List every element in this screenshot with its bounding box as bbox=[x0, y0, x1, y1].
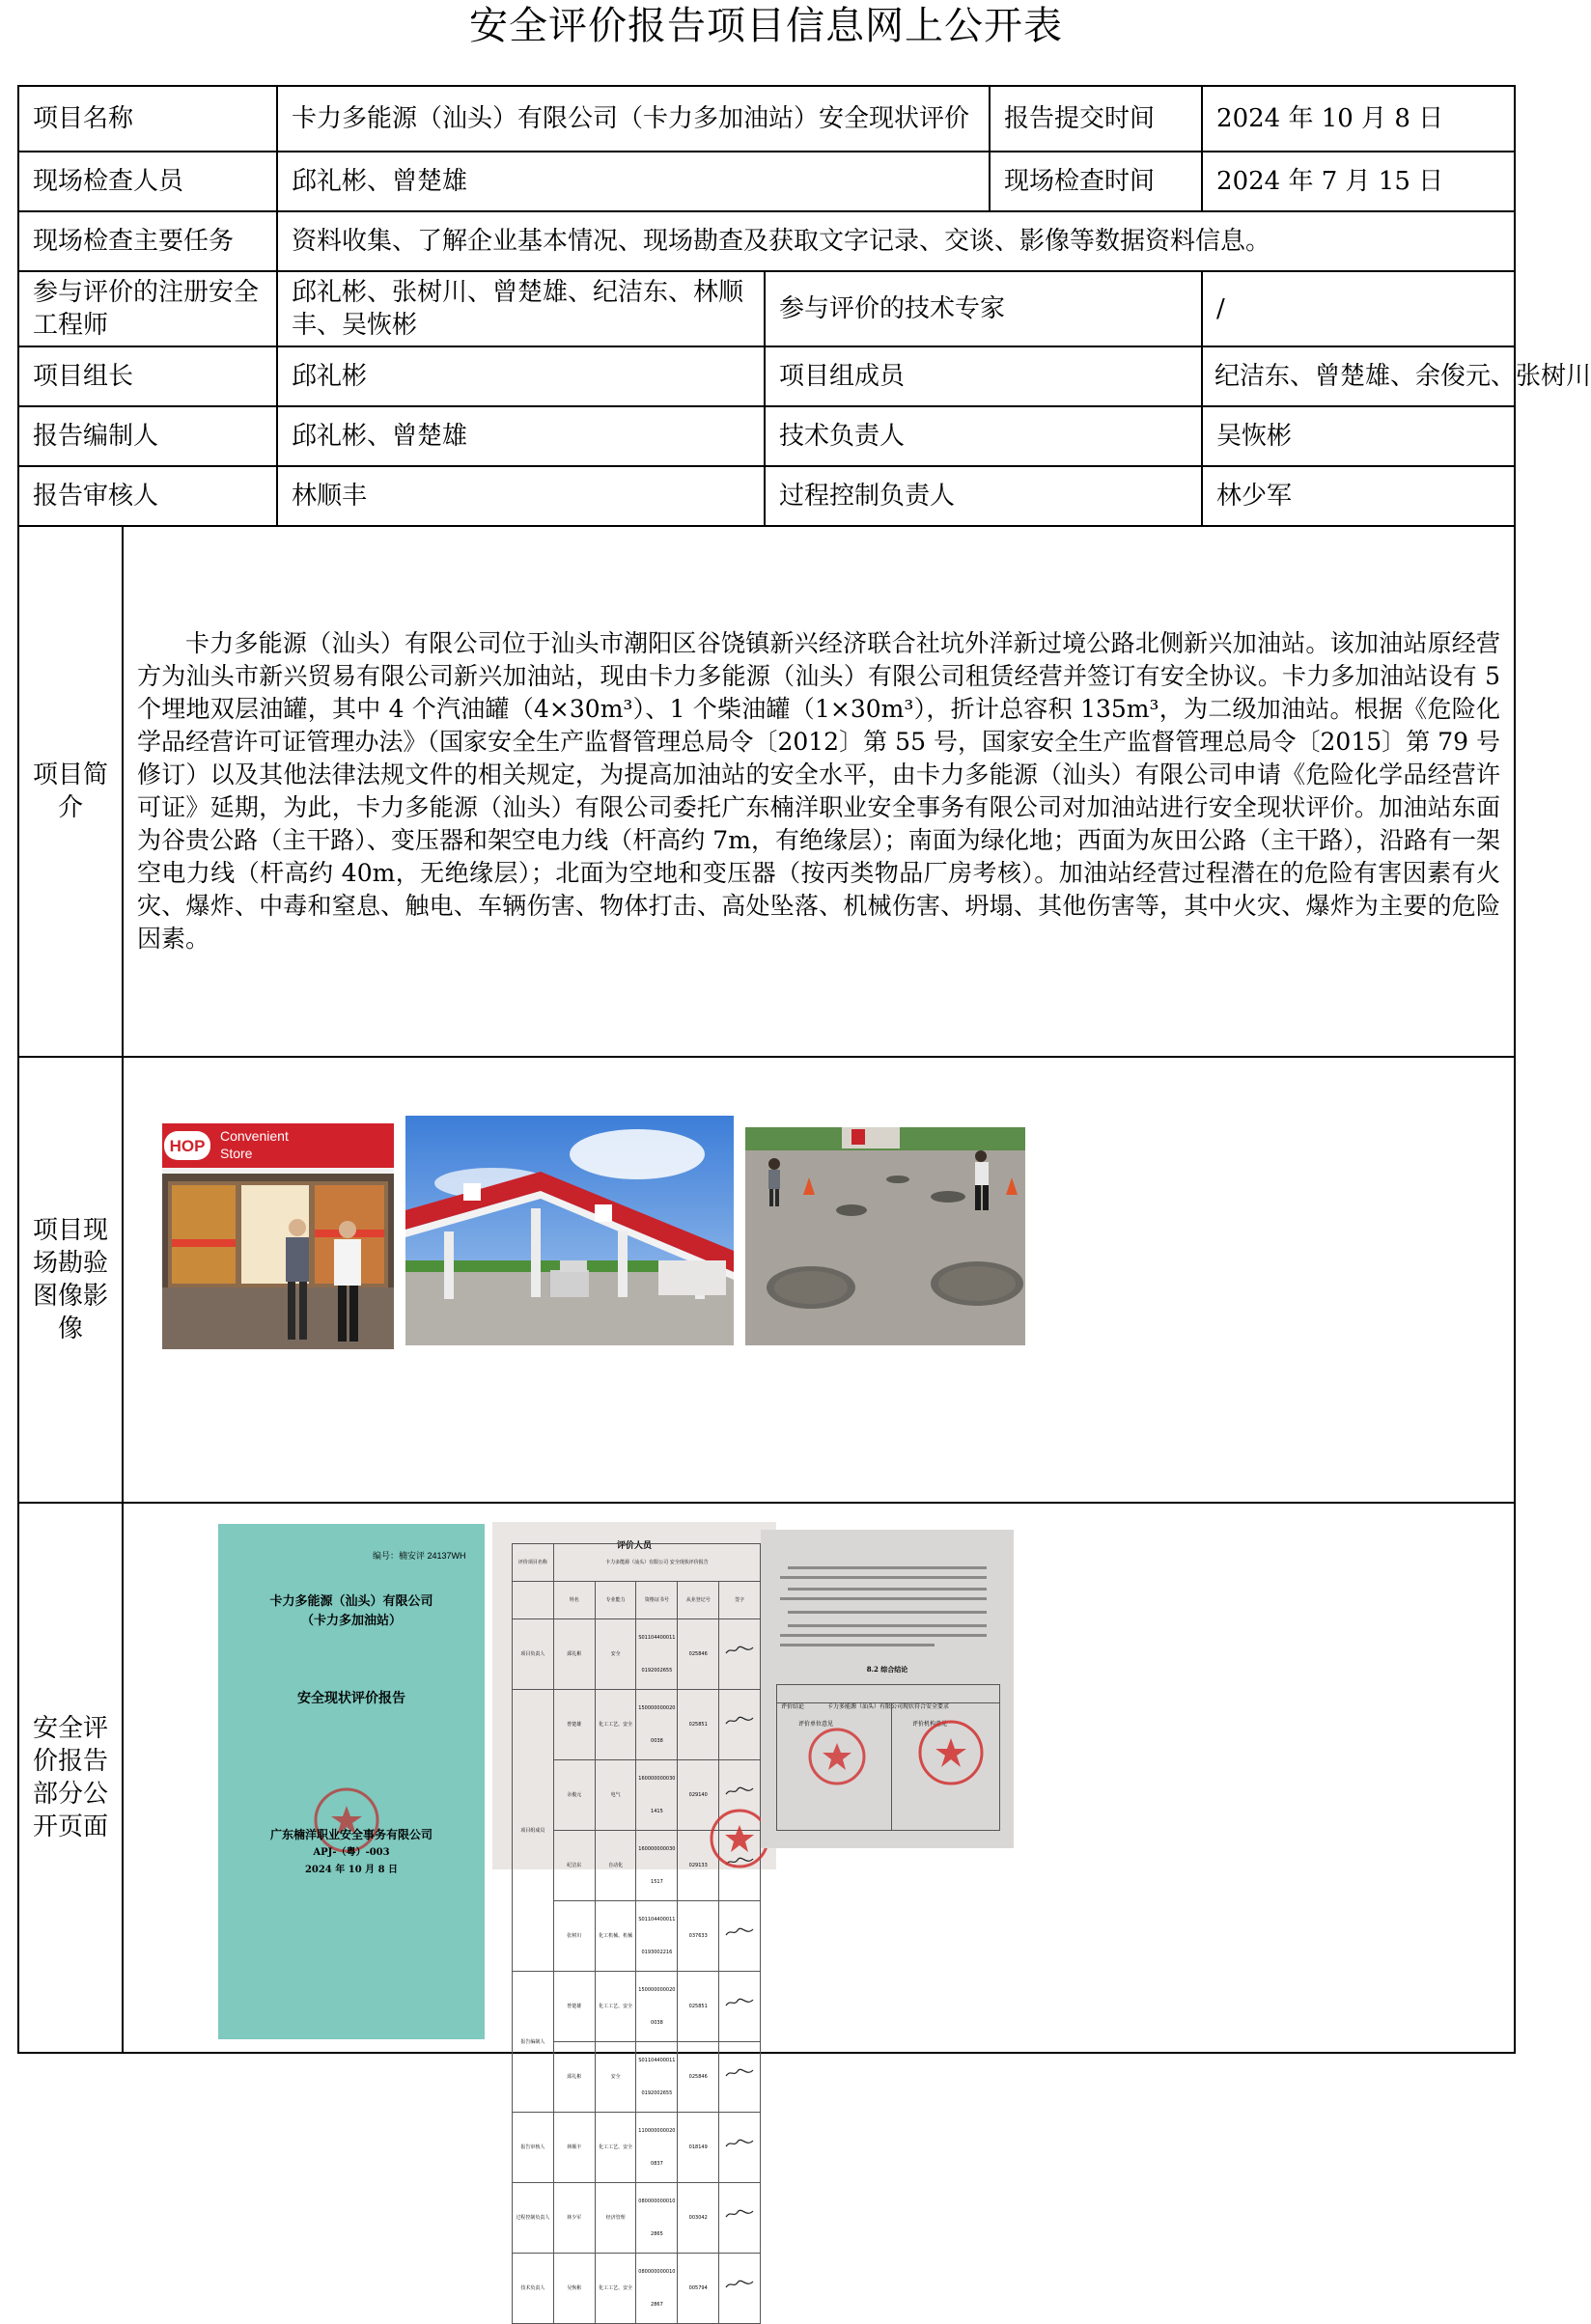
signature-icon bbox=[719, 2113, 761, 2183]
row-report-pages bbox=[18, 1503, 1515, 2053]
staff-cell: 025851 bbox=[678, 1972, 719, 2042]
staff-cell: 1600000000301517 bbox=[636, 1831, 678, 1901]
staff-cell: 化工机械、机械 bbox=[595, 1901, 636, 1972]
staff-cell: 从业登记号 bbox=[678, 1582, 719, 1619]
staff-cell: 林少军 bbox=[553, 2183, 595, 2254]
staff-cell: 025846 bbox=[678, 2042, 719, 2113]
members-value: 纪洁东、曾楚雄、余俊元、张树川 bbox=[1202, 346, 1515, 406]
inspectors-label: 现场检查人员 bbox=[18, 152, 277, 211]
staff-mini-table bbox=[512, 1543, 761, 2324]
experts-label: 参与评价的技术专家 bbox=[765, 271, 1202, 346]
row-site-photos bbox=[18, 1057, 1515, 1503]
cover-issuer: 广东楠洋职业安全事务有限公司 bbox=[269, 1828, 433, 1841]
staff-cell: 余俊元 bbox=[553, 1760, 595, 1831]
cover-code: 编号：楠安评 24137WH bbox=[373, 1551, 466, 1561]
intro-text: 卡力多能源（汕头）有限公司位于汕头市潮阳区谷饶镇新兴经济联合社坑外洋新过境公路北侧新兴加油站。该加油站原经营方为汕头市新兴贸易有限公司新兴加油站，现由卡力多能源（汕头）有限公司租赁经营并签订有安全协议。卡力多加油站设有 5 个埋地双层油罐，其中 4 个汽油罐（4×30m³）、1 个柴油罐（1×30m³），折计总容积 135m³，为二级加油站。根据《危险化学品经营许可证管理办法》（国家安全生产监督管理总局令〔2012〕第 55 号，国家安全生产监督管理总局令〔2015〕第 79 号修订）以及其他法律法规文件的相关规定，为提高加油站的安全水平，由卡力多能源（汕头）有限公司申请《危险化学品经营许可证》延期，为此，卡力多能源（汕头）有限公司委托广东楠洋职业安全事务有限公司对加油站进行安全现状评价。加油站东面为谷贵公路（主干路）、变压器和架空电力线（杆高约 7m，有绝缘层）；南面为绿化地；西面为灰田公路（主干路），沿路有一架空电力线（杆高约 40m，无绝缘层）；北面为空地和变压器（按丙类物品厂房考核）。加油站经营过程潜在的危险有害因素有火灾、爆炸、中毒和窒息、触电、车辆伤害、物体打击、高处坠落、机械伤害、坍塌、其他伤害等，其中火灾、爆炸为主要的危险因素。 bbox=[123, 526, 1515, 1057]
staff-cell: 资格证书号 bbox=[636, 1582, 678, 1619]
report-cover bbox=[218, 1524, 485, 2039]
engineers-value: 邱礼彬、张树川、曾楚雄、纪洁东、林顺丰、吴恢彬 bbox=[277, 271, 765, 346]
project-name-label: 项目名称 bbox=[18, 86, 277, 152]
intro-label: 项目简介 bbox=[18, 526, 123, 1057]
experts-value: / bbox=[1202, 271, 1515, 346]
opinion-right: 评价机构意见 bbox=[912, 1721, 948, 1728]
tech-lead-value: 吴恢彬 bbox=[1202, 406, 1515, 466]
store-illustration bbox=[162, 1123, 394, 1349]
cover-cert: APJ-（粤）-003 bbox=[313, 1847, 390, 1858]
staff-row bbox=[513, 1972, 761, 2042]
process-lead-value: 林少军 bbox=[1202, 466, 1515, 526]
staff-row bbox=[513, 2113, 761, 2183]
staff-cell: 纪洁东 bbox=[553, 1831, 595, 1901]
store-logo-text: HOP bbox=[169, 1137, 206, 1155]
inspect-time-label: 现场检查时间 bbox=[990, 152, 1202, 211]
report-conclusion-page bbox=[761, 1530, 1014, 1848]
cover-report-title: 安全现状评价报告 bbox=[297, 1691, 405, 1706]
staff-cell: 025851 bbox=[678, 1690, 719, 1760]
staff-row bbox=[513, 1690, 761, 1760]
reviewer-label: 报告审核人 bbox=[18, 466, 277, 526]
staff-cell: 林顺丰 bbox=[553, 2113, 595, 2183]
staff-cell: 029140 bbox=[678, 1760, 719, 1831]
staff-cell: 电气 bbox=[595, 1760, 636, 1831]
process-lead-label: 过程控制负责人 bbox=[765, 466, 1202, 526]
report-pages-strip bbox=[124, 1505, 1514, 2308]
staff-table bbox=[512, 1543, 761, 2324]
conclusion-label: 评价结论 bbox=[781, 1703, 805, 1710]
staff-cell: 报告审核人 bbox=[513, 2113, 554, 2183]
main-tasks-label: 现场检查主要任务 bbox=[18, 211, 277, 271]
row-reviewer bbox=[18, 466, 1515, 526]
editor-label: 报告编制人 bbox=[18, 406, 277, 466]
staff-cell: 曾楚雄 bbox=[553, 1690, 595, 1760]
staff-cell: 安全 bbox=[595, 2042, 636, 2113]
staff-cell: 项目组成员 bbox=[513, 1690, 554, 1972]
canopy-photo bbox=[405, 1116, 734, 1345]
row-inspectors bbox=[18, 152, 1515, 211]
members-label: 项目组成员 bbox=[765, 346, 1202, 406]
row-leader bbox=[18, 346, 1515, 406]
staff-cell: 1100000000200837 bbox=[636, 2113, 678, 2183]
opinion-left: 评价单位意见 bbox=[798, 1721, 834, 1728]
staff-cell: 专业能力 bbox=[595, 1582, 636, 1619]
staff-cell: 化工工艺、安全 bbox=[595, 1972, 636, 2042]
store-sign-line2: Store bbox=[220, 1146, 253, 1161]
staff-cell: 张树川 bbox=[553, 1901, 595, 1972]
signature-icon bbox=[719, 2254, 761, 2324]
signature-icon bbox=[719, 2183, 761, 2254]
staff-cell: 曾楚雄 bbox=[553, 1972, 595, 2042]
cover-date: 2024 年 10 月 8 日 bbox=[304, 1865, 399, 1875]
staff-cell: 029133 bbox=[678, 1831, 719, 1901]
staff-cell: S011044000110192002655 bbox=[636, 1619, 678, 1690]
signature-icon bbox=[719, 1690, 761, 1760]
submit-time-label: 报告提交时间 bbox=[990, 86, 1202, 152]
site-photos-strip bbox=[124, 1058, 1514, 1502]
staff-cell: 安全 bbox=[595, 1619, 636, 1690]
staff-row bbox=[513, 2183, 761, 2254]
staff-cell: 005794 bbox=[678, 2254, 719, 2324]
info-table bbox=[17, 85, 1591, 2308]
staff-cell: 姓名 bbox=[553, 1582, 595, 1619]
inspectors-value: 邱礼彬、曾楚雄 bbox=[277, 152, 990, 211]
report-pages-label: 安全评价报告部分公开页面 bbox=[18, 1503, 123, 2053]
staff-cell: 签字 bbox=[719, 1582, 761, 1619]
staff-cell: 邱礼彬 bbox=[553, 1619, 595, 1690]
staff-cell: 化工工艺、安全 bbox=[595, 2113, 636, 2183]
site-photos-label: 项目现场勘验图像影像 bbox=[18, 1057, 123, 1503]
signature-icon bbox=[719, 1901, 761, 1972]
staff-cell: 018149 bbox=[678, 2113, 719, 2183]
staff-cell: 自动化 bbox=[595, 1831, 636, 1901]
signature-icon bbox=[719, 1972, 761, 2042]
store-photo bbox=[162, 1123, 394, 1349]
report-staff-page bbox=[492, 1522, 776, 2308]
staff-cell: 1500000000200038 bbox=[636, 1690, 678, 1760]
staff-cell: 0800000000102867 bbox=[636, 2254, 678, 2324]
signature-icon bbox=[719, 2042, 761, 2113]
submit-time-value: 2024 年 10 月 8 日 bbox=[1202, 86, 1515, 152]
row-intro bbox=[18, 526, 1515, 1057]
signature-icon bbox=[719, 1619, 761, 1690]
row-engineers bbox=[18, 271, 1515, 346]
manhole-illustration bbox=[745, 1127, 1025, 1345]
staff-cell: 025846 bbox=[678, 1619, 719, 1690]
staff-cell: 报告编制人 bbox=[513, 1972, 554, 2113]
staff-cell: 037633 bbox=[678, 1901, 719, 1972]
conclusion-section: 8.2 综合结论 bbox=[866, 1665, 908, 1674]
cover-company-line1: 卡力多能源（汕头）有限公司 bbox=[269, 1594, 433, 1609]
staff-cell: 过程控制负责人 bbox=[513, 2183, 554, 2254]
staff-cell: 0800000000102865 bbox=[636, 2183, 678, 2254]
leader-value: 邱礼彬 bbox=[277, 346, 765, 406]
staff-cell: 卡力多能源（汕头）有限公司 安全现状评价报告 bbox=[553, 1544, 760, 1582]
staff-cell bbox=[513, 1582, 554, 1619]
staff-cell: S011044000110192002655 bbox=[636, 2042, 678, 2113]
row-main-tasks bbox=[18, 211, 1515, 271]
cover-company-line2: （卡力多加油站） bbox=[300, 1614, 402, 1628]
staff-row bbox=[513, 2254, 761, 2324]
staff-cell: 项目负责人 bbox=[513, 1619, 554, 1690]
staff-cell: 技术负责人 bbox=[513, 2254, 554, 2324]
staff-cell: 邱礼彬 bbox=[553, 2042, 595, 2113]
manhole-photo bbox=[745, 1127, 1025, 1345]
staff-row bbox=[513, 1619, 761, 1690]
conclusion-stamp-right-icon bbox=[917, 1719, 985, 1786]
staff-cell: 经济管理 bbox=[595, 2183, 636, 2254]
conclusion-stamp-left-icon bbox=[807, 1727, 867, 1786]
staff-cell: 化工工艺、安全 bbox=[595, 2254, 636, 2324]
staff-cell: 003042 bbox=[678, 2183, 719, 2254]
tech-lead-label: 技术负责人 bbox=[765, 406, 1202, 466]
row-editor bbox=[18, 406, 1515, 466]
staff-heading: 评价人员 bbox=[616, 1541, 652, 1551]
canopy-illustration bbox=[405, 1116, 734, 1345]
staff-cell: 评价项目名称 bbox=[513, 1544, 554, 1582]
staff-cell: S011044000110193002216 bbox=[636, 1901, 678, 1972]
conclusion-value: 卡力多能源（汕头）有限公司现状符合安全要求 bbox=[827, 1703, 950, 1710]
reviewer-value: 林顺丰 bbox=[277, 466, 765, 526]
page-title: 安全评价报告项目信息网上公开表 bbox=[469, 4, 1063, 48]
staff-cell: 吴恢彬 bbox=[553, 2254, 595, 2324]
editor-value: 邱礼彬、曾楚雄 bbox=[277, 406, 765, 466]
store-sign-line1: Convenient bbox=[220, 1128, 289, 1144]
engineers-label: 参与评价的注册安全工程师 bbox=[18, 271, 277, 346]
project-name-value: 卡力多能源（汕头）有限公司（卡力多加油站）安全现状评价 bbox=[277, 86, 990, 152]
leader-label: 项目组长 bbox=[18, 346, 277, 406]
inspect-time-value: 2024 年 7 月 15 日 bbox=[1202, 152, 1515, 211]
staff-cell: 1600000000301415 bbox=[636, 1760, 678, 1831]
row-project-name bbox=[18, 86, 1515, 152]
staff-cell: 1500000000200038 bbox=[636, 1972, 678, 2042]
staff-cell: 化工工艺、安全 bbox=[595, 1690, 636, 1760]
main-tasks-value: 资料收集、了解企业基本情况、现场勘查及获取文字记录、交谈、影像等数据资料信息。 bbox=[277, 211, 1515, 271]
